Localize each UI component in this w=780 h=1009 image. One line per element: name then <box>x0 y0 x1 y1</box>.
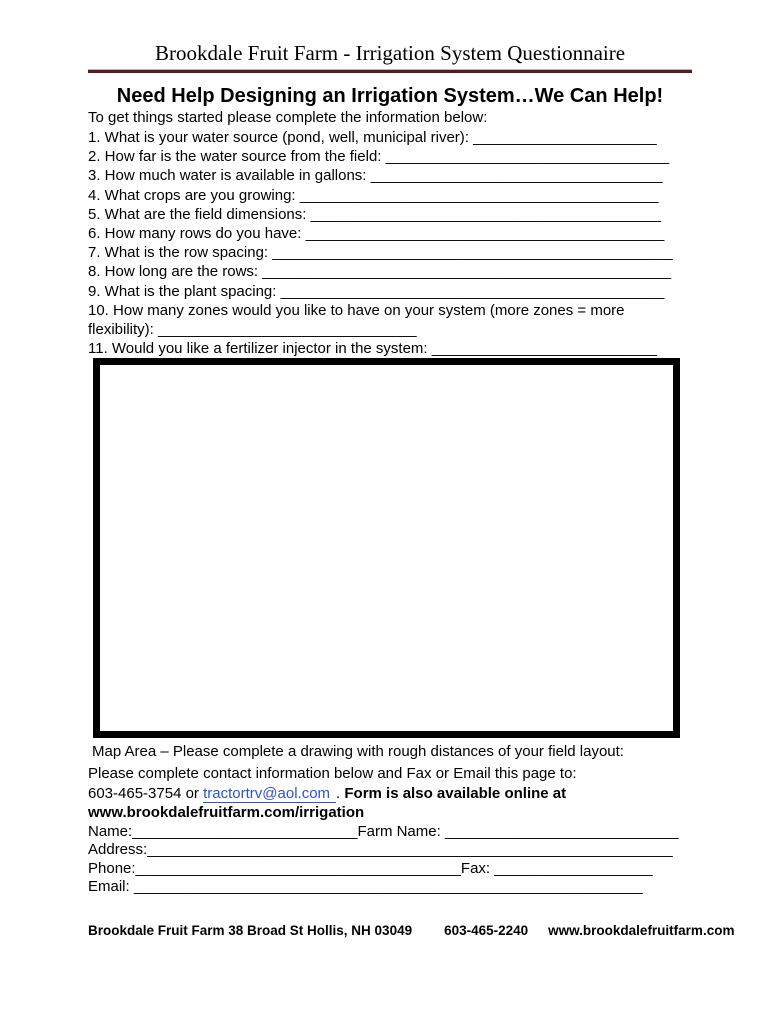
field-label: Fax: <box>460 859 495 877</box>
blank-line: _____________________________________________________________ <box>133 878 643 896</box>
question-label: 3. How much water is available in gallons: <box>88 167 367 185</box>
period-text: . <box>336 784 341 802</box>
blank-line: __________________________________ <box>381 148 670 166</box>
field-label: Farm Name: <box>357 823 445 841</box>
question-line <box>88 262 692 281</box>
blank-line: ______________________________________________ <box>276 282 665 300</box>
field-label: Email: <box>88 878 134 896</box>
question-line <box>88 166 692 185</box>
online-form-text: Form is also available online at <box>344 784 567 802</box>
question-label: 4. What crops are you growing: <box>88 186 296 204</box>
blank-line: ___________________________ <box>427 340 658 358</box>
footer-address: Brookdale Fruit Farm 38 Broad St Hollis, NH 03049 <box>88 922 413 938</box>
blank-line: ___________________________________________ <box>295 186 659 204</box>
map-drawing-area <box>93 358 680 738</box>
email-link[interactable]: tractortrv@aol.com <box>203 785 336 803</box>
question-label: 1. What is your water source (pond, well, municipal river): <box>88 129 469 146</box>
blank-line: ______________________ <box>468 129 657 146</box>
blank-line: _______________________________ <box>153 321 417 339</box>
blank-line: ___________________ <box>494 859 653 877</box>
contact-instructions <box>88 764 692 822</box>
phone-fax-row <box>88 860 692 878</box>
intro-text: To get things started please complete the information below: <box>88 109 488 126</box>
blank-line: ___________________________ <box>132 823 358 841</box>
fax-number: 603-465-3754 <box>88 784 182 802</box>
question-label: 10. How many zones would you like to have on your system (more zones = more flexibility): <box>88 301 625 339</box>
address-row <box>88 841 692 859</box>
question-label: 2. How far is the water source from the field: <box>88 148 382 166</box>
title-rule <box>88 69 692 73</box>
footer-phone: 603-465-2240 <box>444 922 529 938</box>
blank-line: ___________________________________________ <box>301 225 665 243</box>
map-caption: Map Area – Please complete a drawing with rough distances of your field layout: <box>92 743 624 761</box>
fax-email-intro-line: Please complete contact information below and Fax or Email this page to: <box>88 765 577 783</box>
main-heading: Need Help Designing an Irrigation System…We Can Help! <box>116 85 664 107</box>
footer <box>88 922 735 938</box>
question-label: 11. Would you like a fertilizer injector in the system: <box>88 340 428 358</box>
question-line <box>88 301 692 339</box>
field-label: Phone: <box>88 859 136 877</box>
question-line <box>88 339 692 358</box>
irrigation-url-text: www.brookdalefruitfarm.com/irrigation <box>88 803 365 821</box>
question-label: 7. What is the row spacing: <box>88 244 269 262</box>
question-line <box>88 205 692 224</box>
question-label: 6. How many rows do you have: <box>88 225 302 243</box>
question-label: 5. What are the field dimensions: <box>88 205 307 223</box>
question-line <box>88 282 692 301</box>
page-title: Brookdale Fruit Farm - Irrigation System Questionnaire <box>154 41 626 65</box>
footer-website: www.brookdalefruitfarm.com <box>548 922 735 938</box>
question-line <box>88 186 692 205</box>
question-label: 8. How long are the rows: <box>88 263 259 281</box>
blank-line: ___________________________________ <box>366 167 663 185</box>
blank-line: _______________________________________________________________ <box>147 841 673 859</box>
blank-line: _________________________________________________ <box>258 263 672 281</box>
question-label: 9. What is the plant spacing: <box>88 282 277 300</box>
question-line <box>88 243 692 262</box>
question-line <box>88 224 692 243</box>
or-text: or <box>185 784 199 802</box>
blank-line: ____________________________ <box>444 823 679 841</box>
field-label: Name: <box>88 823 133 841</box>
blank-line: _______________________________________ <box>135 859 461 877</box>
questions-list <box>88 128 692 358</box>
email-row <box>88 878 692 896</box>
contact-form <box>88 823 692 897</box>
field-label: Address: <box>88 841 148 859</box>
question-line <box>88 147 692 166</box>
blank-line: ________________________________________________ <box>268 244 673 262</box>
blank-line: __________________________________________ <box>306 205 661 223</box>
fax-email-line <box>88 784 692 803</box>
question-line <box>88 128 692 147</box>
name-farmname-row <box>88 823 692 841</box>
